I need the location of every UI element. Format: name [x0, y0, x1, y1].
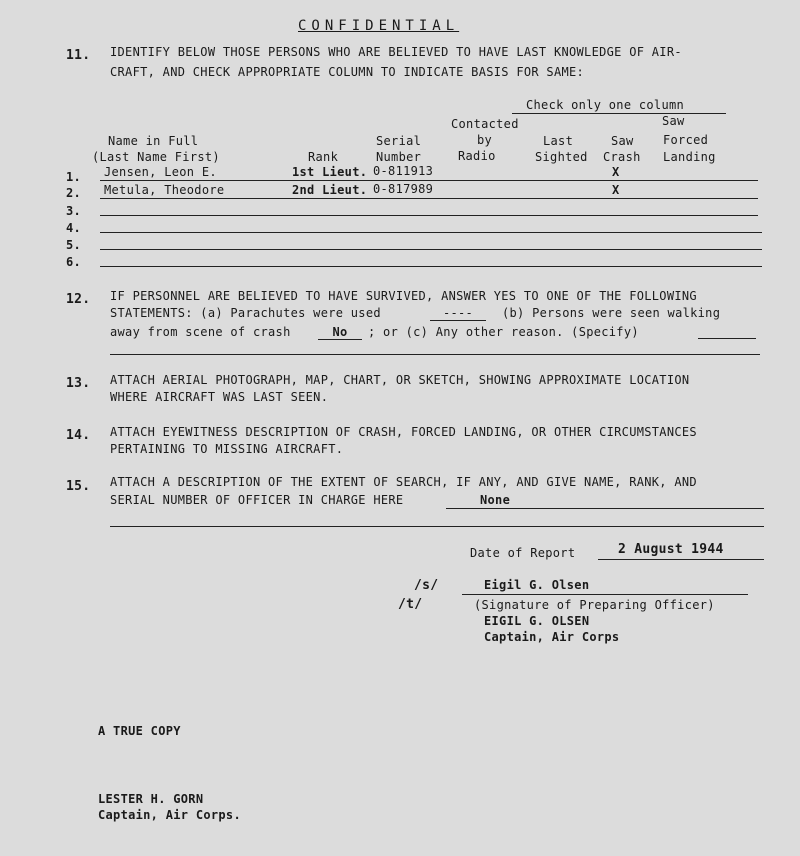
- item-14-number: 14.: [66, 428, 91, 443]
- check-header: Check only one column: [526, 98, 685, 112]
- signature-caption: (Signature of Preparing Officer): [474, 598, 715, 612]
- specify-rule: [698, 338, 756, 339]
- row-1-name: Jensen, Leon E.: [104, 165, 217, 179]
- row-4-rule: [100, 232, 762, 233]
- item-15-answer: None: [480, 493, 511, 507]
- row-5-number: 5.: [66, 238, 82, 252]
- signature-rule: [462, 594, 748, 595]
- typed-title: Captain, Air Corps: [484, 630, 620, 644]
- item-15-answer-rule: [446, 508, 764, 509]
- item-12-line-1: IF PERSONNEL ARE BELIEVED TO HAVE SURVIVED, ANSWER YES TO ONE OF THE FOLLOWING: [110, 289, 697, 303]
- walking-answer: No: [318, 325, 362, 340]
- row-1-number: 1.: [66, 170, 82, 184]
- col-crash-2: Crash: [603, 150, 641, 164]
- check-header-rule: [512, 113, 726, 114]
- row-3-rule: [100, 215, 758, 216]
- item-14-line-1: ATTACH EYEWITNESS DESCRIPTION OF CRASH, FORCED LANDING, OR OTHER CIRCUMSTANCES: [110, 425, 697, 439]
- row-1-serial: 0-811913: [373, 164, 434, 178]
- row-2-rank: 2nd Lieut.: [292, 183, 368, 197]
- item-15-line-1: ATTACH A DESCRIPTION OF THE EXTENT OF SEARCH, IF ANY, AND GIVE NAME, RANK, AND: [110, 475, 697, 489]
- row-1-rule: [100, 180, 758, 181]
- item-14-line-2: PERTAINING TO MISSING AIRCRAFT.: [110, 442, 344, 456]
- certifier-name: LESTER H. GORN: [98, 792, 204, 806]
- row-1-saw-crash-mark: X: [612, 165, 620, 179]
- col-name-1: Name in Full: [108, 134, 199, 148]
- item-12-number: 12.: [66, 292, 91, 307]
- col-contacted-1: Contacted: [451, 117, 519, 131]
- item-12-blank-rule: [110, 354, 760, 355]
- item-11-line-2: CRAFT, AND CHECK APPROPRIATE COLUMN TO INDICATE BASIS FOR SAME:: [110, 65, 585, 79]
- row-5-rule: [100, 249, 762, 250]
- item-15-number: 15.: [66, 479, 91, 494]
- report-date-value: 2 August 1944: [618, 542, 724, 557]
- row-2-number: 2.: [66, 186, 82, 200]
- item-12-line-3b: ; or (c) Any other reason. (Specify): [368, 325, 639, 339]
- item-11-number: 11.: [66, 48, 91, 63]
- item-15-blank-rule: [110, 526, 764, 527]
- row-3-number: 3.: [66, 204, 82, 218]
- page-title: CONFIDENTIAL: [298, 18, 460, 34]
- row-2-serial: 0-817989: [373, 182, 434, 196]
- row-2-name: Metula, Theodore: [104, 183, 225, 197]
- item-12-answer-a: [430, 306, 486, 321]
- item-12-line-2b: (b) Persons were seen walking: [502, 306, 721, 320]
- item-13-line-1: ATTACH AERIAL PHOTOGRAPH, MAP, CHART, OR SKETCH, SHOWING APPROXIMATE LOCATION: [110, 373, 690, 387]
- item-12-line-2a: STATEMENTS: (a) Parachutes were used: [110, 306, 381, 320]
- report-date-label: Date of Report: [470, 546, 576, 560]
- row-6-rule: [100, 266, 762, 267]
- item-11-line-1: IDENTIFY BELOW THOSE PERSONS WHO ARE BELIEVED TO HAVE LAST KNOWLEDGE OF AIR-: [110, 45, 682, 59]
- row-4-number: 4.: [66, 221, 82, 235]
- col-rank: Rank: [308, 150, 339, 164]
- col-forced-2: Forced: [663, 133, 709, 147]
- col-serial-2: Number: [376, 150, 422, 164]
- report-date-rule: [598, 559, 764, 560]
- certifier-title: Captain, Air Corps.: [98, 808, 241, 822]
- typed-name: EIGIL G. OLSEN: [484, 614, 590, 628]
- true-copy-label: A TRUE COPY: [98, 724, 181, 738]
- row-6-number: 6.: [66, 255, 82, 269]
- row-1-rank: 1st Lieut.: [292, 165, 368, 179]
- col-forced-3: Landing: [663, 150, 716, 164]
- item-13-number: 13.: [66, 376, 91, 391]
- col-contacted-3: Radio: [458, 149, 496, 163]
- col-last-1: Last: [543, 134, 574, 148]
- item-12-answer-b: [318, 325, 362, 340]
- parachutes-answer: ----: [430, 306, 486, 321]
- col-name-2: (Last Name First): [92, 150, 220, 164]
- item-15-line-2: SERIAL NUMBER OF OFFICER IN CHARGE HERE: [110, 493, 404, 507]
- s-mark: /s/: [414, 578, 439, 593]
- col-contacted-2: by: [477, 133, 493, 147]
- row-2-rule: [100, 198, 758, 199]
- item-13-line-2: WHERE AIRCRAFT WAS LAST SEEN.: [110, 390, 329, 404]
- t-mark: /t/: [398, 597, 423, 612]
- col-forced-1: Saw: [662, 114, 685, 128]
- item-12-line-3a: away from scene of crash: [110, 325, 291, 339]
- col-serial-1: Serial: [376, 134, 422, 148]
- col-last-2: Sighted: [535, 150, 588, 164]
- signature-text: Eigil G. Olsen: [484, 578, 590, 592]
- row-2-saw-crash-mark: X: [612, 183, 620, 197]
- col-crash-1: Saw: [611, 134, 634, 148]
